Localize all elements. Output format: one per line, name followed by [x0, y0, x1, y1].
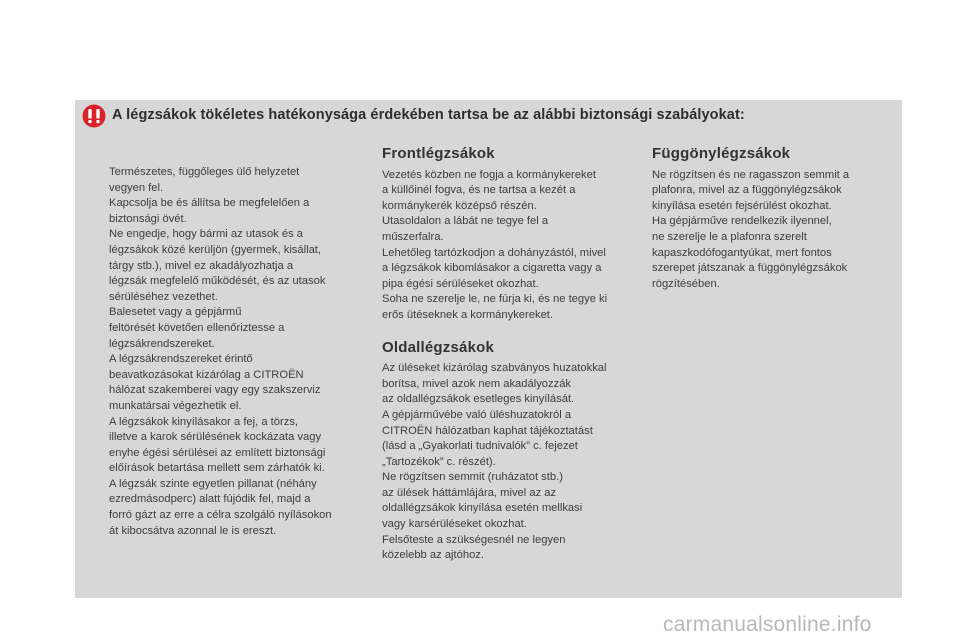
front-line: erős ütéseknek a kormánykereket.: [382, 308, 554, 321]
front-line: Utasoldalon a lábát ne tegye fel a: [382, 215, 549, 228]
front-line: Vezetés közben ne fogja a kormánykereket: [382, 168, 596, 181]
general-line: Ne engedje, hogy bármi az utasok és a: [109, 228, 304, 241]
side-line: borítsa, mivel azok nem akadályozzák: [382, 377, 572, 390]
side-line: (lásd a „Gyakorlati tudnivalók” c. fejezet: [382, 440, 578, 453]
curtain-airbags-text: [652, 168, 892, 293]
general-line: A légzsákok kinyílásakor a fej, a törzs,: [109, 415, 299, 428]
general-line: légzsákrendszereket.: [109, 337, 215, 350]
general-rules-column: [109, 165, 359, 539]
side-line: oldallégzsákok kinyílása esetén mellkasi: [382, 502, 583, 515]
front-line: pipa égési sérüléseket okozhat.: [382, 277, 539, 290]
warning-exclamation-icon: [82, 104, 106, 128]
curtain-line: ne szerelje le a plafonra szerelt: [652, 230, 807, 243]
general-line: légzsákok közé kerüljön (gyermek, kisállat,: [109, 243, 322, 256]
front-line: a küllőinél fogva, és ne tartsa a kezét a: [382, 184, 576, 197]
general-line: illetve a karok sérülésének kockázata vagy: [109, 431, 322, 444]
general-line: feltörését követően ellenőriztesse a: [109, 321, 285, 334]
curtain-line: Ne rögzítsen és ne ragasszon semmit a: [652, 168, 850, 181]
side-line: az ülések háttámlájára, mivel az az: [382, 486, 557, 499]
safety-panel: [75, 100, 902, 598]
general-line: Balesetet vagy a gépjármű: [109, 306, 242, 319]
panel-heading: A légzsákok tökéletes hatékonysága érdekében tartsa be az alábbi biztonsági szabályokat:: [112, 107, 745, 123]
general-line: át kibocsátva azonnal le is ereszt.: [109, 524, 277, 537]
curtain-line: kapaszkodófogantyúkat, mert fontos: [652, 246, 832, 259]
curtain-line: plafonra, mivel az a függönylégzsákok: [652, 184, 842, 197]
side-line: Ne rögzítsen semmit (ruházatot stb.): [382, 471, 563, 484]
side-line: CITROËN hálózatban kaphat tájékoztatást: [382, 424, 593, 437]
side-line: Felsőteste a szükségesnél ne legyen: [382, 533, 566, 546]
general-line: hálózat szakemberei vagy egy szakszerviz: [109, 384, 321, 397]
general-line: Természetes, függőleges ülő helyzetet: [109, 166, 300, 178]
side-line: „Tartozékok” c. részét).: [382, 455, 496, 468]
general-line: ezredmásodperc) alatt fújódik fel, majd a: [109, 493, 311, 506]
site-watermark: carmanualsonline.info: [663, 613, 872, 636]
front-line: kormánykerék középső részén.: [382, 199, 537, 212]
general-line: A légzsákrendszereket érintő: [109, 353, 253, 366]
general-line: Kapcsolja be és állítsa be megfelelően a: [109, 197, 310, 210]
general-line: munkatársai végezhetik el.: [109, 399, 242, 412]
general-line: légzsák megfelelő működését, és az utasok: [109, 275, 326, 288]
panel-header: [75, 100, 902, 132]
general-line: tárgy stb.), mivel ez akadályozhatja a: [109, 259, 294, 272]
curtain-line: rögzítésében.: [652, 277, 720, 290]
front-line: Lehetőleg tartózkodjon a dohányzástól, mivel: [382, 246, 606, 259]
curtain-line: kinyílása esetén fejsérülést okozhat.: [652, 199, 832, 212]
general-line: A légzsák szinte egyetlen pillanat (néhány: [109, 477, 317, 490]
general-line: forró gázt az erre a célra szolgáló nyílásokon: [109, 509, 332, 522]
front-line: műszerfalra.: [382, 230, 444, 243]
side-line: az oldallégzsákok esetleges kinyílását.: [382, 393, 575, 406]
general-line: beavatkozásokat kizárólag a CITROËN: [109, 368, 304, 381]
curtain-airbags-title: Függönylégzsákok: [652, 145, 791, 162]
general-line: enyhe égési sérülései az említett biztonsági: [109, 446, 326, 459]
curtain-line: Ha gépjárműve rendelkezik ilyennel,: [652, 215, 832, 228]
general-line: vegyen fel.: [109, 181, 164, 194]
side-line: Az üléseket kizárólag szabványos huzatokkal: [382, 362, 607, 375]
front-airbags-title: Frontlégzsákok: [382, 145, 495, 162]
front-side-column: [382, 146, 637, 564]
front-line: a légzsákok kibomlásakor a cigaretta vagy a: [382, 262, 602, 275]
front-line: Soha ne szerelje le, ne fúrja ki, és ne tegye ki: [382, 293, 608, 306]
general-line: biztonsági övét.: [109, 212, 187, 225]
side-line: A gépjárművébe való üléshuzatokról a: [382, 408, 572, 421]
side-line: közelebb az ajtóhoz.: [382, 549, 484, 562]
curtain-column: [652, 146, 892, 292]
side-airbags-text: [382, 361, 637, 564]
side-airbags-title: Oldallégzsákok: [382, 338, 495, 356]
side-line: vagy karsérüléseket okozhat.: [382, 518, 527, 531]
front-airbags-text: [382, 168, 637, 324]
general-line: előírások betartása mellett sem zárhatók ki.: [109, 462, 325, 475]
general-line: sérüléséhez vezethet.: [109, 290, 218, 303]
curtain-line: szerepet játszanak a függönylégzsákok: [652, 262, 848, 275]
